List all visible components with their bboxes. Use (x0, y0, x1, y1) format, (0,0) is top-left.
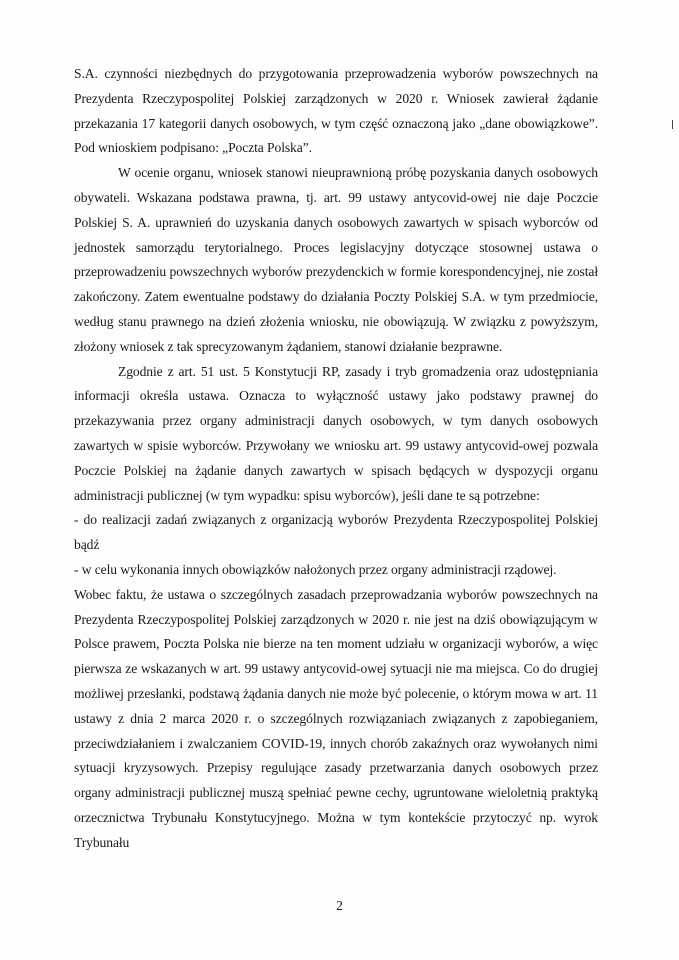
paragraph-legal-basis: Wobec faktu, że ustawa o szczególnych zasadach przeprowadzania wyborów powszechnych na Prezydenta Rzeczypospolitej Polskiej zarządzonych w 2020 r. nie jest na dziś obowiązującym w Polsce prawem, Poczta Polska nie bierze na ten moment udziału w organizacji wyborów, a więc pierwsza ze wskazanych w art. 99 ustawy antycovid-owej sytuacji nie ma miejsca. Co do drugiej możliwej przesłanki, podstawą żądania danych nie może być polecenie, o którym mowa w art. 11 ustawy z dnia 2 marca 2020 r. o szczególnych rozwiązaniach związanych z zapobieganiem, przeciwdziałaniem i zwalczaniem COVID-19, innych chorób zakaźnych oraz wywołanych nimi sytuacji kryzysowych. Przepisy regulujące zasady przetwarzania danych osobowych przez organy administracji publicznej muszą spełniać pewne cechy, ugruntowane wieloletnią praktyką orzecznictwa Trybunału Konstytucyjnego. Można w tym kontekście przytoczyć np. wyrok Trybunału (74, 586, 598, 850)
paragraph-continuation: S.A. czynności niezbędnych do przygotowania przeprowadzenia wyborów powszechnych na Prezydenta Rzeczypospolitej Polskiej zarządzonych w 2020 r. Wniosek zawierał żądanie przekazania 17 kategorii danych osobowych, w tym część oznaczoną jako „dane obowiązkowe”. Pod wnioskiem podpisano: „Poczta Polska”. (74, 66, 598, 156)
list-item-other-obligations: - w celu wykonania innych obowiązków nałożonych przez organy administracji rządowej. (74, 561, 557, 577)
page-number: 2 (336, 898, 343, 913)
paragraph-authority-assessment: W ocenie organu, wniosek stanowi nieuprawnioną próbę pozyskania danych osobowych obywateli. Wskazana podstawa prawna, tj. art. 99 ustawy antycovid-owej nie daje Poczcie Polskiej S. A. uprawnień do uzyskania danych osobowych zawartych w spisach wyborców od jednostek samorządu terytorialnego. Proces legislacyjny dotyczące stosownej ustawa o przeprowadzeniu powszechnych wyborów prezydenckich w formie korespondencyjnej, nie został zakończony. Zatem ewentualne podstawy do działania Poczty Polskiej S.A. w tym przedmiocie, według stanu prawnego na dzień złożenia wniosku, nie obowiązują. W związku z powyższym, złożony wniosek z tak sprecyzowanym żądaniem, stanowi działanie bezprawne. (74, 165, 598, 354)
paragraph-constitution: Zgodnie z art. 51 ust. 5 Konstytucji RP, zasady i tryb gromadzenia oraz udostępniania informacji określa ustawa. Oznacza to wyłączność ustawy jako podstawy prawnej do przekazywania przez organy administracji danych osobowych, w tym danych osobowych zawartych w spisie wyborców. Przywołany we wniosku art. 99 ustawy antycovid-owej pozwala Poczcie Polskiej na żądanie danych zawartych w spisach będących w dyspozycji organu administracji publicznej (w tym wypadku: spisu wyborców), jeśli dane te są potrzebne: (74, 363, 598, 503)
document-body (74, 62, 598, 856)
list-item-election-tasks: - do realizacji zadań związanych z organizacją wyborów Prezydenta Rzeczypospolitej Polskiej bądź (74, 512, 598, 553)
scan-edge-mark (672, 120, 673, 129)
